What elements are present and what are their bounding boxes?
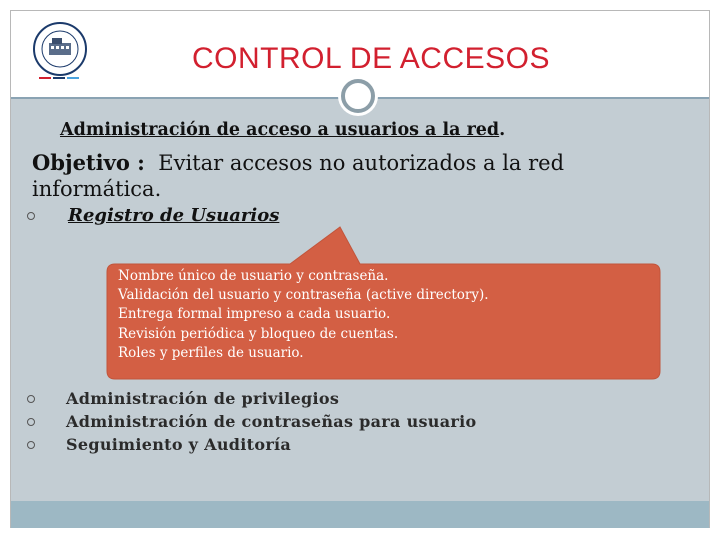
list-item: Administración de contraseñas para usuario bbox=[66, 412, 477, 431]
callout-item: Roles y perfiles de usuario. bbox=[118, 344, 304, 361]
list-item: Administración de privilegios bbox=[66, 389, 340, 408]
list-item: Seguimiento y Auditoría bbox=[66, 435, 292, 454]
bullet-icon bbox=[27, 441, 35, 449]
objective-label: Objetivo : bbox=[32, 150, 145, 175]
registry-label: Registro de Usuarios bbox=[68, 205, 280, 226]
callout-item: Entrega formal impreso a cada usuario. bbox=[118, 306, 391, 323]
page-title: CONTROL DE ACCESOS bbox=[192, 42, 550, 75]
callout-list bbox=[118, 267, 648, 363]
bullet-icon bbox=[27, 418, 35, 426]
callout-item: Validación del usuario y contraseña (active directory). bbox=[118, 287, 489, 304]
bullet-icon bbox=[27, 395, 35, 403]
subtitle-text: Administración de acceso a usuarios a la red bbox=[60, 120, 500, 140]
callout-item: Nombre único de usuario y contraseña. bbox=[118, 268, 389, 284]
objective-text: Evitar accesos no autorizados a la red informática. bbox=[32, 151, 565, 201]
subtitle-suffix: . bbox=[499, 120, 506, 140]
callout-item: Revisión periódica y bloqueo de cuentas. bbox=[118, 325, 399, 342]
